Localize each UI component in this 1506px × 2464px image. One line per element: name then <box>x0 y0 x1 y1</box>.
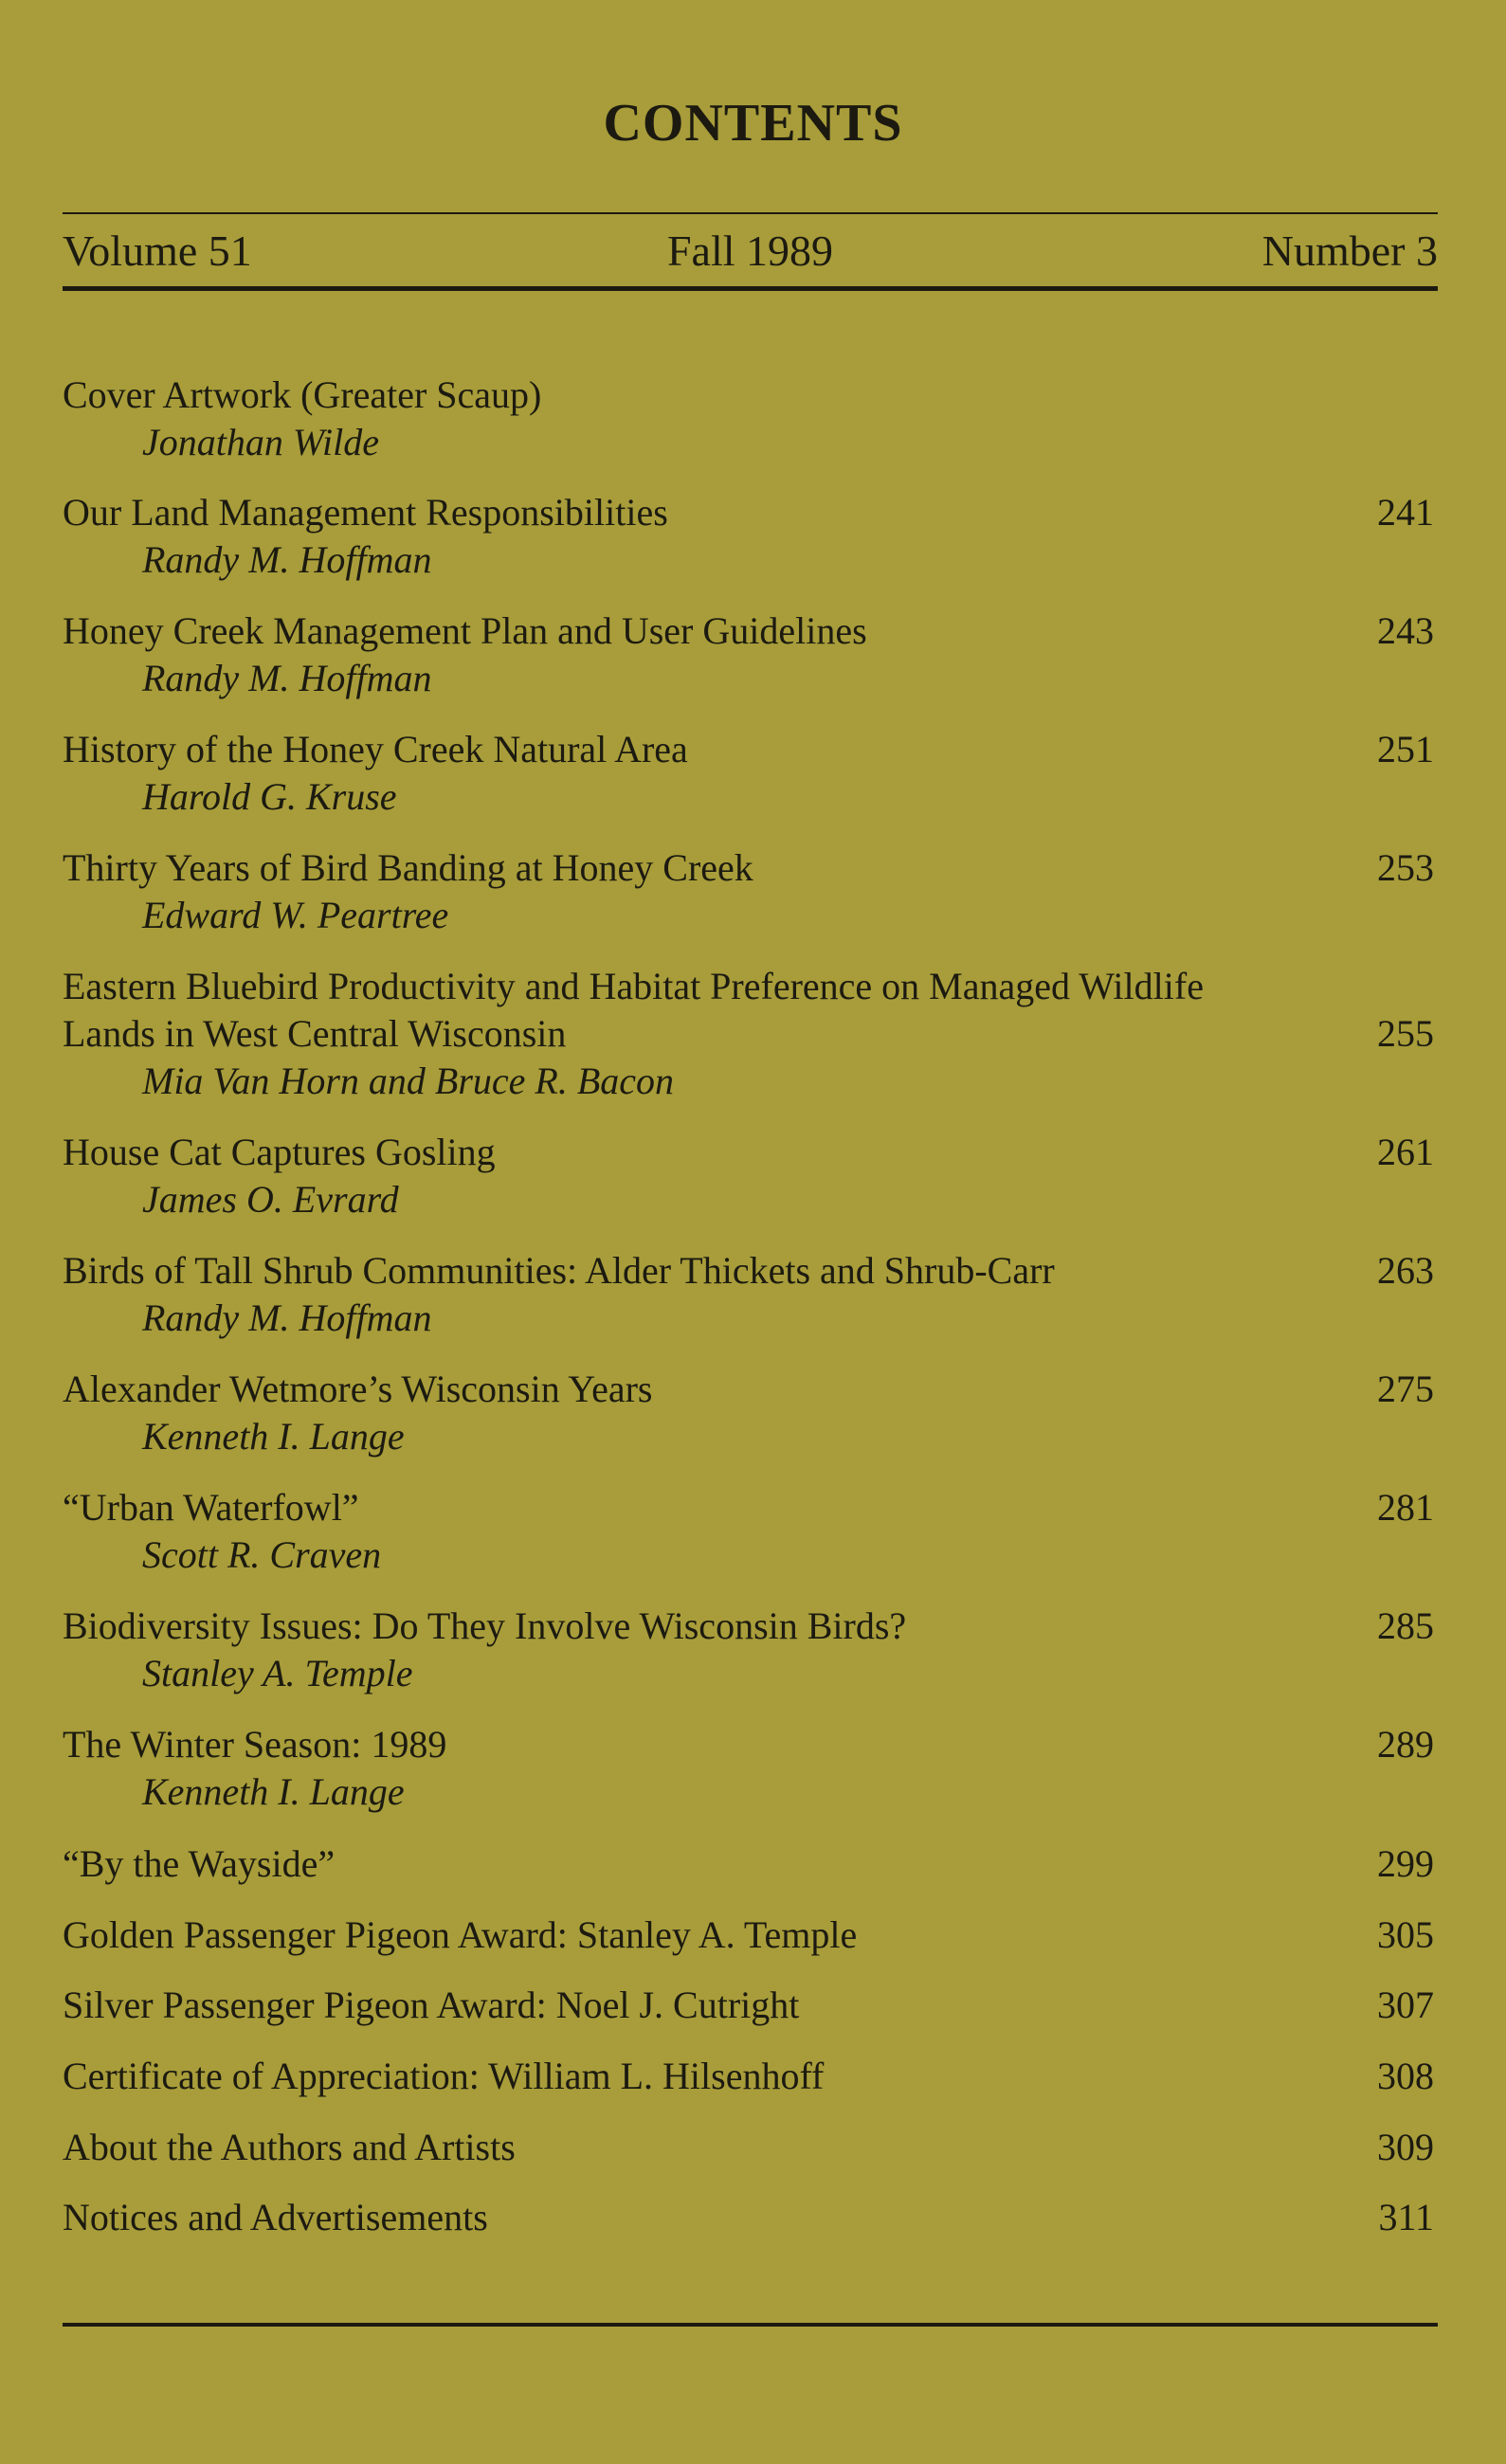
entry-title: House Cat Captures Gosling <box>63 1131 496 1173</box>
toc-entry[interactable] <box>63 844 1438 939</box>
toc-entry[interactable] <box>63 1982 1438 2029</box>
toc-entry[interactable] <box>63 1911 1438 1959</box>
entry-page-number: 307 <box>1377 1984 1434 2026</box>
top-rule <box>63 212 1438 214</box>
entry-title: About the Authors and Artists <box>63 2126 516 2168</box>
header-rule <box>63 286 1438 291</box>
entry-page-number: 261 <box>1377 1131 1434 1173</box>
toc-entry[interactable] <box>63 1484 1438 1579</box>
entry-title: Golden Passenger Pigeon Award: Stanley A. Temple <box>63 1913 858 1956</box>
entry-page-number: 263 <box>1377 1249 1434 1292</box>
entry-author: Randy M. Hoffman <box>142 657 432 699</box>
entry-title: “By the Wayside” <box>63 1842 336 1885</box>
entry-page-number: 251 <box>1377 728 1434 770</box>
entry-title: Our Land Management Responsibilities <box>63 491 668 534</box>
toc-entry[interactable] <box>63 963 1438 1105</box>
toc-entry[interactable] <box>63 1129 1438 1223</box>
season-label: Fall 1989 <box>666 226 834 275</box>
entry-page-number: 285 <box>1377 1604 1434 1647</box>
entry-title: Biodiversity Issues: Do They Involve Wisconsin Birds? <box>63 1604 907 1647</box>
entry-title: “Urban Waterfowl” <box>63 1486 359 1529</box>
entry-page-number: 309 <box>1377 2126 1434 2168</box>
toc-entry[interactable] <box>63 2124 1438 2171</box>
entry-title: Honey Creek Management Plan and User Guidelines <box>63 609 867 652</box>
entry-page-number: 241 <box>1377 491 1434 534</box>
entry-author: Stanley A. Temple <box>142 1652 413 1694</box>
toc-entry[interactable] <box>63 1721 1438 1816</box>
entry-page-number: 305 <box>1377 1913 1434 1956</box>
entry-page-number: 243 <box>1377 609 1434 652</box>
entry-author: Edward W. Peartree <box>142 894 449 936</box>
entry-author: Jonathan Wilde <box>142 421 379 463</box>
entry-title: Eastern Bluebird Productivity and Habitat Preference on Managed Wildlife Lands in West Central Wisconsin <box>63 965 1204 1055</box>
toc-entry[interactable] <box>63 607 1438 702</box>
toc-entry[interactable] <box>63 1247 1438 1342</box>
entry-author: Harold G. Kruse <box>142 775 397 818</box>
entry-page-number: 253 <box>1377 846 1434 889</box>
volume-label: Volume 51 <box>63 226 252 275</box>
toc-entry[interactable] <box>63 489 1438 584</box>
entry-author: Mia Van Horn and Bruce R. Bacon <box>142 1060 675 1102</box>
entry-title: Cover Artwork (Greater Scaup) <box>63 373 542 416</box>
entry-title: Silver Passenger Pigeon Award: Noel J. Cutright <box>63 1984 800 2026</box>
entry-page-number: 255 <box>1377 1012 1434 1055</box>
bottom-rule <box>63 2323 1438 2327</box>
entry-title: History of the Honey Creek Natural Area <box>63 728 688 770</box>
entry-title: Birds of Tall Shrub Communities: Alder Thickets and Shrub-Carr <box>63 1249 1055 1292</box>
entry-author: James O. Evrard <box>142 1178 399 1221</box>
toc-entry[interactable] <box>63 1603 1438 1697</box>
toc-entry[interactable] <box>63 2053 1438 2100</box>
entry-author: Kenneth I. Lange <box>142 1770 405 1813</box>
entry-author: Kenneth I. Lange <box>142 1415 405 1458</box>
entry-page-number: 289 <box>1377 1723 1434 1766</box>
issue-masthead <box>63 226 1438 282</box>
entry-author: Scott R. Craven <box>142 1533 382 1576</box>
entry-title: Thirty Years of Bird Banding at Honey Creek <box>63 846 753 889</box>
entry-title: Alexander Wetmore’s Wisconsin Years <box>63 1368 653 1410</box>
entry-title: Certificate of Appreciation: William L. Hilsenhoff <box>63 2055 825 2097</box>
entry-page-number: 299 <box>1377 1842 1434 1885</box>
entry-title: Notices and Advertisements <box>63 2196 488 2238</box>
toc-entry[interactable] <box>63 2194 1438 2241</box>
toc-entry[interactable] <box>63 1840 1438 1888</box>
entry-page-number: 275 <box>1377 1368 1434 1410</box>
entry-title: The Winter Season: 1989 <box>63 1723 447 1766</box>
page-title: CONTENTS <box>603 94 903 153</box>
number-label: Number 3 <box>1261 226 1438 275</box>
entry-author: Randy M. Hoffman <box>142 538 432 581</box>
toc-entry[interactable] <box>63 371 1438 466</box>
toc-entry[interactable] <box>63 1366 1438 1460</box>
toc-entry[interactable] <box>63 726 1438 821</box>
entry-author: Randy M. Hoffman <box>142 1296 432 1339</box>
entry-page-number: 281 <box>1377 1486 1434 1529</box>
entry-page-number: 311 <box>1378 2196 1434 2238</box>
entry-page-number: 308 <box>1377 2055 1434 2097</box>
